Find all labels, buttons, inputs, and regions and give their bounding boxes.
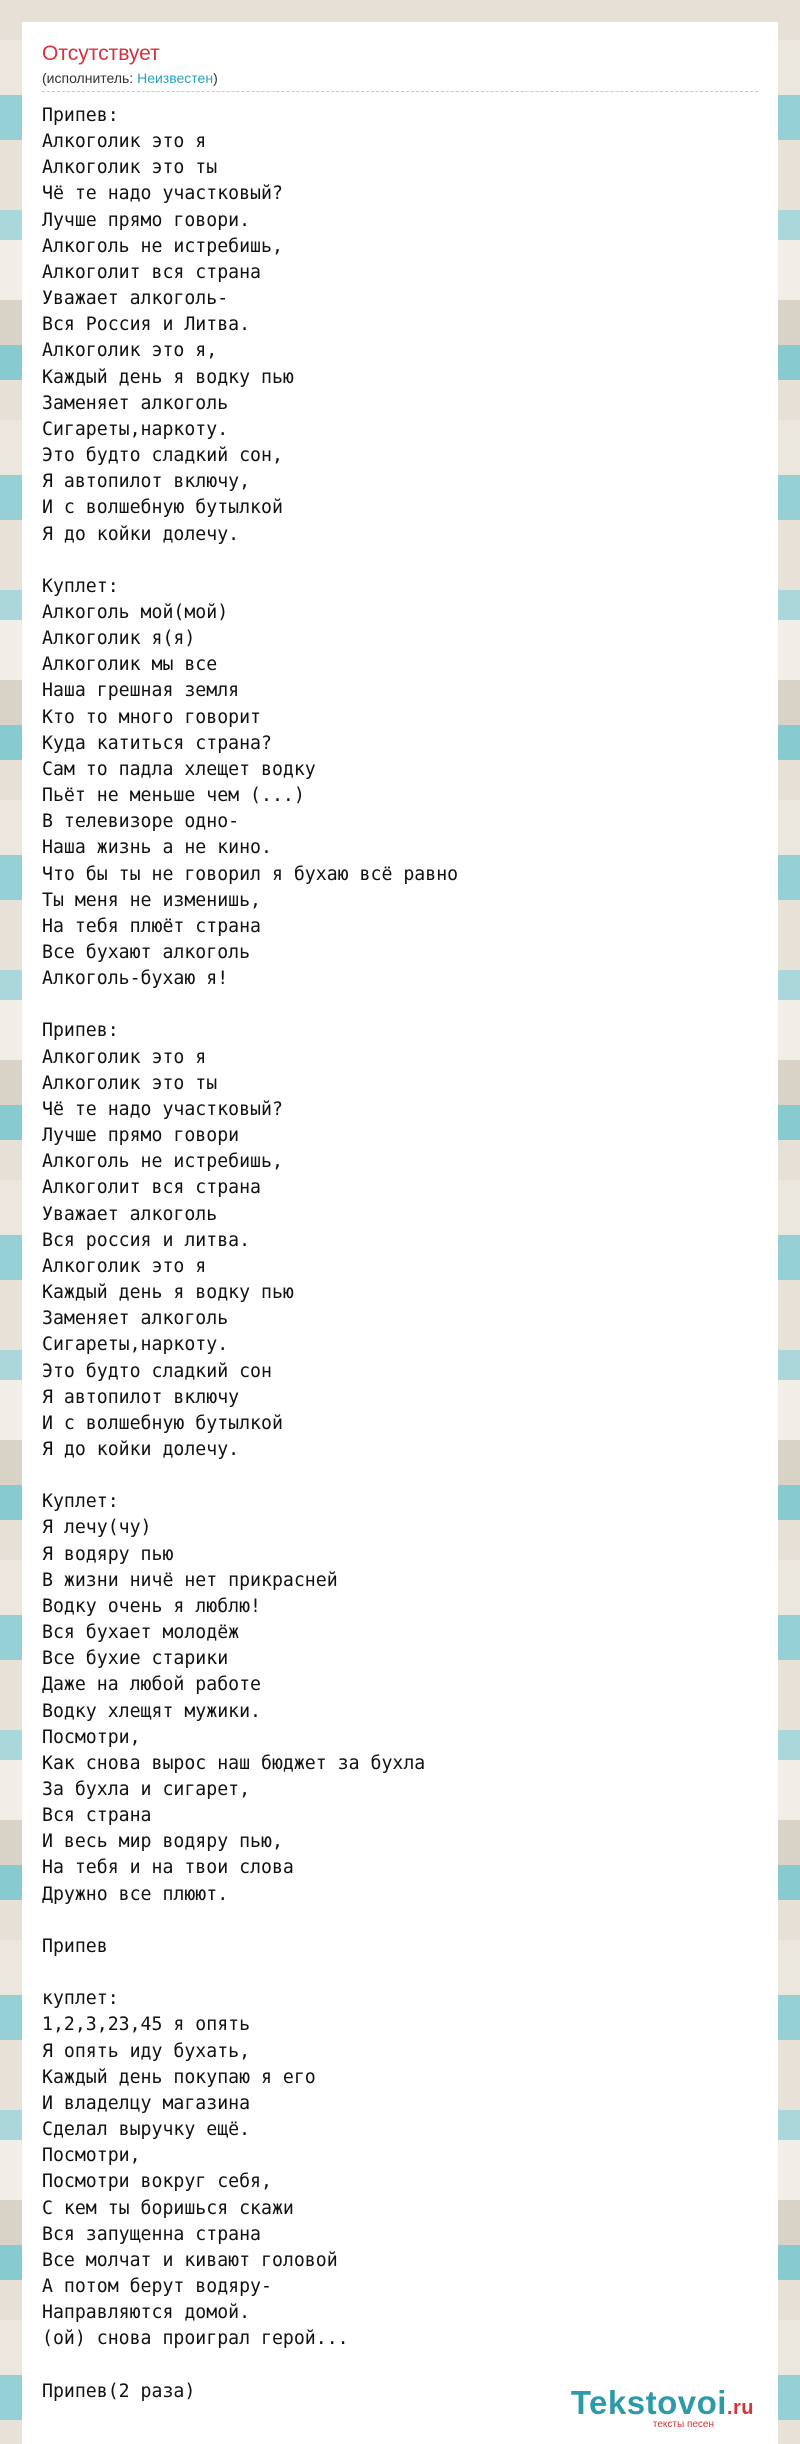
logo-tld: .ru [726,2397,754,2419]
lyrics-text: Припев: Алкоголик это я Алкоголик это ты Чё те надо участковый? Лучше прямо говори. Алкоголь не истребишь, Алкоголит вся страна Уважает алкоголь- Вся Россия и Литва. Алкоголик это я, Каждый день я водку пью Заменяет алкоголь Сигареты,наркоту. Это будто сладкий сон, Я автопилот включу, И с волшебную бутылкой Я до койки долечу. Куплет: Алкоголь мой(мой) Алкоголик я(я) Алкоголик мы все Наша грешная земля Кто то много говорит Куда катиться страна? Сам то падла хлещет водку Пьёт не меньше чем (...) В телевизоре одно- Наша жизнь а не кино. Что бы ты не говорил я бухаю всё равно Ты меня не изменишь, На тебя плюёт страна Все бухают алкоголь Алкоголь-бухаю я! Припев: Алкоголик это я Алкоголик это ты Чё те надо участковый? Лучше прямо говори Алкоголь не истребишь, Алкоголит вся страна Уважает алкоголь Вся россия и литва. Алкоголик это я Каждый день я водку пью Заменяет алкоголь Сигареты,наркоту. Это будто сладкий сон Я автопилот включу И с волшебную бутылкой Я до койки долечу. Куплет: Я лечу(чу) Я водяру пью В жизни ничё нет прикрасней Водку очень я люблю! Вся бухает молодёж Все бухие старики Даже на любой работе Водку хлещят мужики. Посмотри, Как снова вырос наш бюджет за бухла За бухла и сигарет, Вся страна И весь мир водяру пью, На тебя и на твои слова Дружно все плюют. Припев куплет: 1,2,3,23,45 я опять Я опять иду бухать, Каждый день покупаю я его И владелцу магазина Сделал выручку ещё. Посмотри, Посмотри вокруг себя, С кем ты боришься скажи Вся запущенна страна Все молчат и кивают головой А потом берут водяру- Направляются домой. (ой) снова проиграл герой... Припев(2 раза) [42,105,459,2402]
site-logo[interactable] [571,2384,754,2430]
performer-link[interactable]: Неизвестен [137,70,214,86]
logo-name: Tekstovoi [570,2384,727,2421]
divider [42,91,758,92]
performer-close: ) [213,70,218,86]
logo-wordmark [571,2384,754,2422]
performer-label: (исполнитель: [42,70,138,86]
song-title: Отсутствует [42,42,160,65]
logo-tagline: тексты песен [652,2419,714,2430]
lyrics-page [22,22,778,2444]
song-meta [42,70,218,86]
